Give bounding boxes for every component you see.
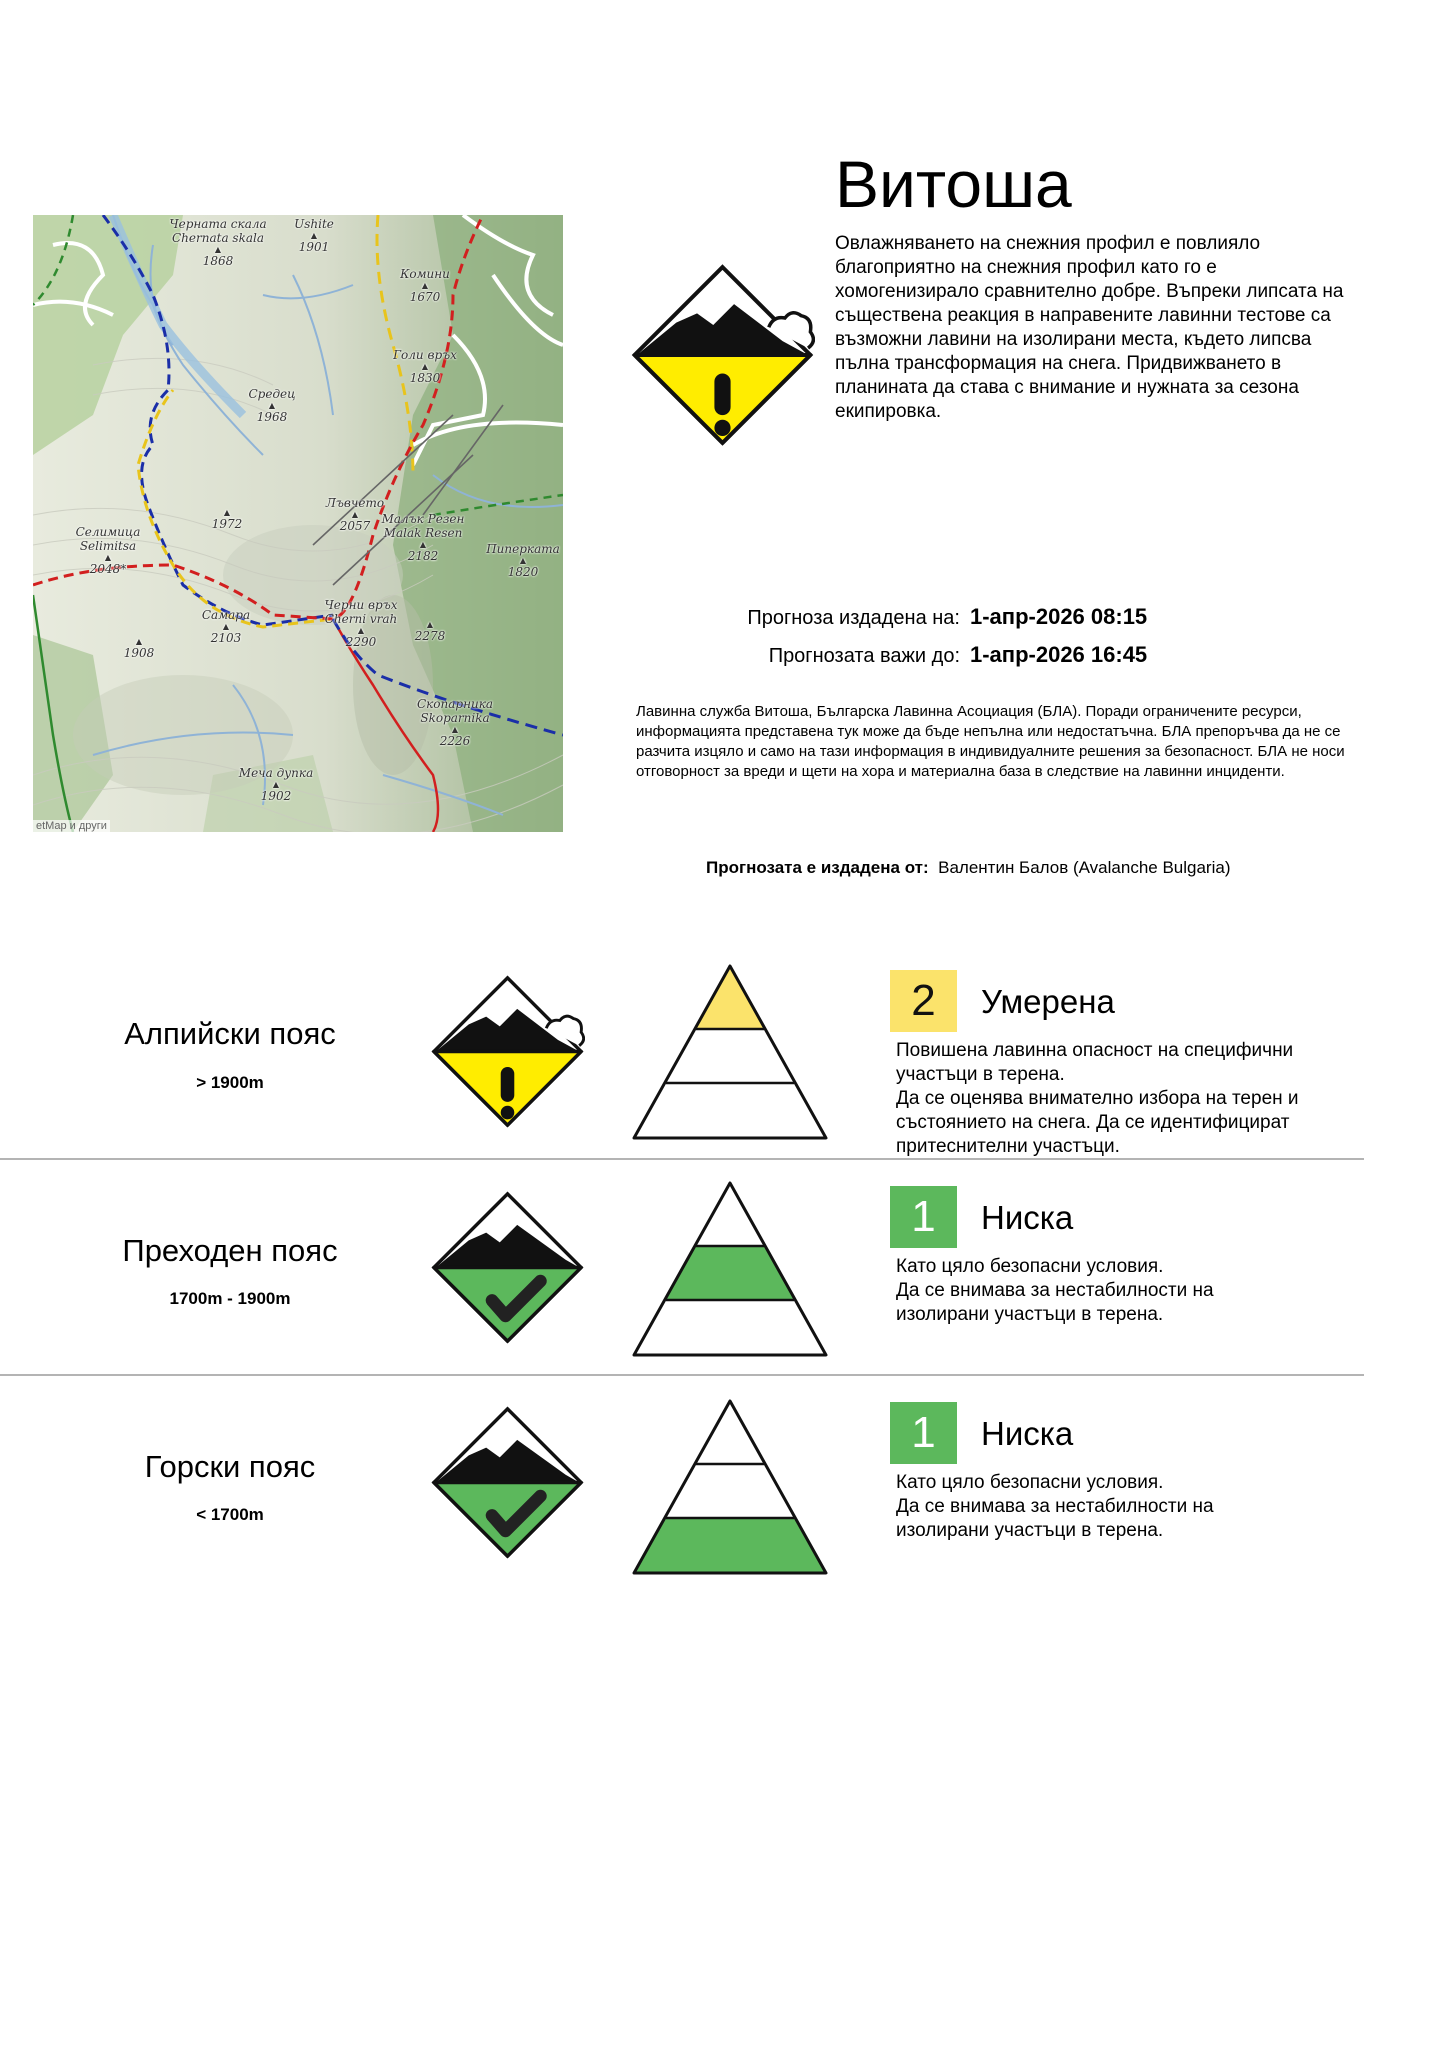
peak-marker-icon: ▲ bbox=[214, 245, 222, 254]
description-line: Да се оценява внимателно избора на терен и bbox=[896, 1088, 1299, 1109]
zone-altitude-alpine: > 1900m bbox=[196, 1073, 264, 1092]
peak-marker-icon: ▲ bbox=[426, 620, 434, 629]
map-peak-label bbox=[382, 512, 465, 563]
peak-name-latin: Chernata skala bbox=[172, 231, 264, 245]
zone-divider bbox=[0, 1158, 1364, 1160]
peak-name: Черни връх bbox=[324, 598, 398, 612]
map-peak-label bbox=[248, 387, 295, 424]
danger-level-badge: 1 bbox=[890, 1186, 957, 1248]
valid-row bbox=[630, 642, 1147, 668]
peak-elevation: 2278 bbox=[414, 629, 446, 643]
peak-elevation: 2048* bbox=[89, 562, 127, 576]
description-line: Да се внимава за нестабилности на bbox=[896, 1496, 1214, 1517]
pyramid-band-top bbox=[696, 966, 764, 1029]
danger-description bbox=[896, 1039, 1376, 1159]
peak-name-latin: Selimitsa bbox=[79, 539, 137, 553]
issued-label: Прогноза издадена на: bbox=[747, 607, 960, 629]
peak-name: Меча дупка bbox=[238, 766, 314, 780]
pyramid-band-middle bbox=[666, 1246, 794, 1300]
map-peak-label bbox=[76, 525, 141, 576]
map-peak-label bbox=[124, 637, 155, 660]
peak-elevation: 2290 bbox=[345, 635, 377, 649]
forecast-summary: Овлажняването на снежния профил е повлияло благоприятно на снежния профил като го е хомогенизирало сравнително добре. Въпреки липсата на съществена реакция в направените лавинни тестове са възможни лавини на изолирани места, където липсва пълна трансформация на снега. Придвижването в планината да става с внимание и нужната за сезона екипировка. bbox=[835, 233, 1344, 422]
peak-marker-icon: ▲ bbox=[222, 622, 230, 631]
peak-elevation: 2226 bbox=[439, 734, 471, 748]
peak-elevation: 1972 bbox=[211, 517, 243, 531]
peak-elevation: 1868 bbox=[202, 254, 234, 268]
issued-row bbox=[630, 604, 1147, 630]
zone-divider bbox=[0, 1374, 1364, 1376]
danger-description bbox=[896, 1471, 1376, 1543]
peak-elevation: 1820 bbox=[507, 565, 539, 579]
peak-marker-icon: ▲ bbox=[223, 508, 231, 517]
peak-marker-icon: ▲ bbox=[357, 626, 365, 635]
description-line: изолирани участъци в терена. bbox=[896, 1304, 1164, 1325]
valid-value: 1-апр-2026 16:45 bbox=[970, 642, 1148, 667]
danger-level-1-low-icon bbox=[430, 1405, 585, 1560]
peak-marker-icon: ▲ bbox=[519, 556, 527, 565]
pyramid-band-top bbox=[696, 1401, 764, 1464]
description-line: Като цяло безопасни условия. bbox=[896, 1472, 1164, 1493]
peak-name-latin: Skoparnika bbox=[420, 711, 490, 725]
peak-marker-icon: ▲ bbox=[310, 231, 318, 240]
map-peak-label bbox=[415, 620, 446, 643]
pyramid-band-top bbox=[696, 1183, 764, 1246]
peak-marker-icon: ▲ bbox=[421, 362, 429, 371]
peak-name-latin: Cherni vrah bbox=[324, 612, 398, 626]
peak-name: Скопарника bbox=[416, 697, 494, 711]
peak-elevation: 1902 bbox=[260, 789, 292, 803]
peak-elevation: 2057 bbox=[339, 519, 371, 533]
valid-label: Прогнозата важи до: bbox=[768, 645, 960, 667]
description-line: състоянието на снега. Да се идентифицират bbox=[896, 1112, 1290, 1133]
map-peak-label bbox=[239, 766, 313, 803]
danger-level-name: Умерена bbox=[981, 983, 1115, 1020]
peak-elevation: 1670 bbox=[409, 290, 441, 304]
elevation-pyramid-icon bbox=[630, 963, 830, 1143]
map-peak-label bbox=[212, 508, 243, 531]
peak-name-latin: Ushite bbox=[294, 217, 334, 231]
peak-name: Малък Резен bbox=[381, 512, 465, 526]
danger-level-name: Ниска bbox=[981, 1415, 1074, 1452]
peak-marker-icon: ▲ bbox=[351, 510, 359, 519]
description-line: участъци в терена. bbox=[896, 1064, 1065, 1085]
description-line: Като цяло безопасни условия. bbox=[896, 1256, 1164, 1277]
zone-name-forest: Горски пояс bbox=[144, 1449, 316, 1484]
topographic-map[interactable] bbox=[33, 215, 563, 832]
pyramid-band-middle bbox=[666, 1029, 794, 1083]
peak-name-latin: Malak Resen bbox=[383, 526, 463, 540]
peak-marker-icon: ▲ bbox=[135, 637, 143, 646]
pyramid-band-bottom bbox=[634, 1083, 826, 1138]
map-peak-label bbox=[417, 697, 493, 748]
disclaimer-text: Лавинна служба Витоша, Българска Лавинна Асоциация (БЛА). Поради ограничените ресурси, информацията представена тук може да бъде непълна или недостатъчна. БЛА препоръчва да не се разчита изцяло и само на тази информация в индивидуалните решения за безопасност. БЛА не носи отговорност за вреди и щети на хора и материална база в следствие на лавинни инциденти. bbox=[636, 703, 1345, 780]
map-peak-label bbox=[393, 348, 457, 385]
map-peak-label bbox=[325, 598, 398, 649]
danger-level-badge: 2 bbox=[890, 970, 957, 1032]
danger-level-1-low-icon bbox=[430, 1190, 585, 1345]
peak-name: Пиперката bbox=[486, 542, 560, 556]
map-attribution[interactable]: etMap и други bbox=[33, 820, 110, 832]
peak-elevation: 2103 bbox=[210, 631, 242, 645]
peak-name: Средец bbox=[248, 387, 296, 401]
danger-level-2-moderate-icon bbox=[630, 255, 815, 455]
zone-name-transition: Преходен пояс bbox=[122, 1233, 338, 1268]
description-line: Да се внимава за нестабилности на bbox=[896, 1280, 1214, 1301]
peak-elevation: 2182 bbox=[407, 549, 439, 563]
peak-marker-icon: ▲ bbox=[451, 725, 459, 734]
peak-marker-icon: ▲ bbox=[419, 540, 427, 549]
map-peak-label bbox=[486, 542, 560, 579]
pyramid-band-middle bbox=[666, 1464, 794, 1518]
map-peak-label bbox=[169, 217, 266, 268]
peak-elevation: 1830 bbox=[409, 371, 441, 385]
peak-name: Голи връх bbox=[393, 348, 457, 362]
peak-elevation: 1968 bbox=[256, 410, 288, 424]
peak-name: Селимица bbox=[75, 525, 141, 539]
elevation-pyramid-icon bbox=[630, 1398, 830, 1578]
peak-marker-icon: ▲ bbox=[272, 780, 280, 789]
map-peak-label bbox=[294, 217, 334, 254]
peak-marker-icon: ▲ bbox=[421, 281, 429, 290]
peak-elevation: 1901 bbox=[298, 240, 330, 254]
description-line: притеснителни участъци. bbox=[896, 1136, 1120, 1157]
peak-marker-icon: ▲ bbox=[104, 553, 112, 562]
peak-elevation: 1908 bbox=[123, 646, 155, 660]
author-line bbox=[706, 858, 1231, 878]
map-peak-label bbox=[202, 608, 250, 645]
map-peak-label bbox=[400, 267, 450, 304]
description-line: изолирани участъци в терена. bbox=[896, 1520, 1164, 1541]
peak-name: Самара bbox=[201, 608, 251, 622]
peak-marker-icon: ▲ bbox=[268, 401, 276, 410]
author-value: Валентин Балов (Avalanche Bulgaria) bbox=[938, 858, 1231, 877]
danger-level-badge: 1 bbox=[890, 1402, 957, 1464]
peak-name: Лъвчето bbox=[325, 496, 385, 510]
zone-altitude-forest: < 1700m bbox=[196, 1505, 264, 1524]
zone-name-alpine: Алпийски пояс bbox=[124, 1016, 336, 1051]
peak-name: Комини bbox=[400, 267, 450, 281]
danger-level-2-moderate-icon bbox=[430, 974, 585, 1129]
elevation-pyramid-icon bbox=[630, 1180, 830, 1360]
issued-value: 1-апр-2026 08:15 bbox=[970, 604, 1148, 629]
author-label: Прогнозата е издадена от: bbox=[706, 858, 929, 877]
map-peak-label bbox=[326, 496, 384, 533]
danger-description bbox=[896, 1255, 1376, 1327]
pyramid-band-bottom bbox=[634, 1518, 826, 1573]
description-line: Повишена лавинна опасност на специфични bbox=[896, 1040, 1294, 1061]
danger-level-name: Ниска bbox=[981, 1199, 1074, 1236]
peak-name: Черната скала bbox=[169, 217, 267, 231]
page-title: Витоша bbox=[835, 147, 1072, 221]
pyramid-band-bottom bbox=[634, 1300, 826, 1355]
zone-altitude-transition: 1700m - 1900m bbox=[169, 1289, 291, 1308]
